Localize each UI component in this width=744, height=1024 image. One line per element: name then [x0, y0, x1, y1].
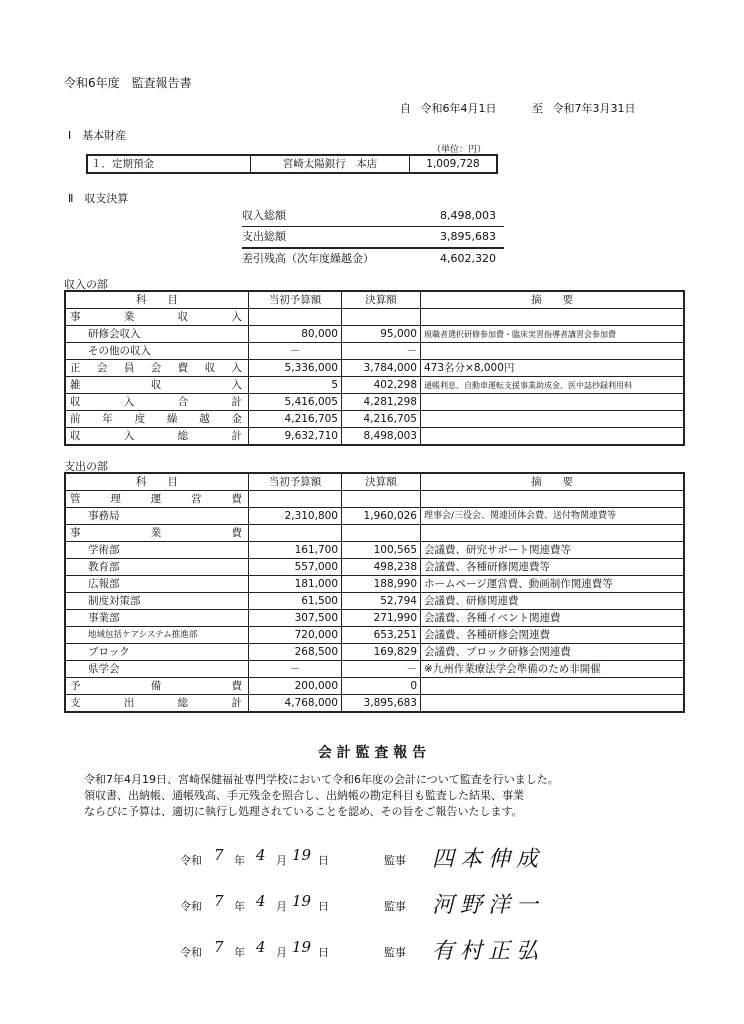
handwritten-signature: 四本伸成: [432, 847, 545, 872]
table-row: [65, 377, 684, 394]
row-note: 会議費、各種研修会関連費: [421, 627, 685, 644]
row-actual: 3,784,000: [342, 360, 421, 377]
audit-body-line: 領収書、出納帳、通帳残高、手元残金を照合し、出納帳の勘定科目も監査した結果、事業: [84, 789, 524, 802]
sig-day: 19: [292, 938, 312, 956]
table-row: [65, 610, 684, 627]
sig-day-unit: 日: [318, 854, 329, 867]
row-budget: 4,768,000: [249, 695, 342, 713]
handwritten-signature: 有村正弘: [432, 939, 545, 964]
row-note: ※九州作業療法学会準備のため非開催: [421, 661, 685, 678]
row-budget: 307,500: [249, 610, 342, 627]
row-actual: 8,498,003: [342, 428, 421, 446]
row-actual: 95,000: [342, 326, 421, 343]
row-note: ホームページ運営費、動画制作関連費等: [421, 576, 685, 593]
sig-year: 7: [214, 938, 224, 956]
audit-body-line: ならびに予算は、適切に執行し処理されていることを認め、その旨をご報告いたします。: [84, 805, 523, 818]
period-range: [400, 100, 636, 116]
row-budget: 61,500: [249, 593, 342, 610]
table-row: [65, 661, 684, 678]
row-budget: 200,000: [249, 678, 342, 695]
table-header-row: [65, 291, 684, 309]
row-actual: 4,216,705: [342, 411, 421, 428]
row-actual: 498,238: [342, 559, 421, 576]
signature-row: [180, 938, 600, 966]
row-note: 通帳利息、自動車運転支援事業助成金、医中誌抄録利用料: [421, 377, 685, 394]
row-note: 会議費、研修関連費: [421, 593, 685, 610]
expense-table: [64, 472, 685, 713]
signature-row: [180, 846, 600, 874]
row-actual: －: [342, 343, 421, 360]
row-budget: 4,216,705: [249, 411, 342, 428]
table-row: [65, 576, 684, 593]
sig-day-unit: 日: [318, 946, 329, 959]
row-actual: 100,565: [342, 542, 421, 559]
table-row: [65, 644, 684, 661]
income-table: [64, 290, 685, 446]
income-heading: 収入の部: [64, 278, 108, 291]
period-from-label: 自: [400, 102, 411, 115]
row-note: 現職者選択研修参加費・臨床実習指導者講習会参加費: [421, 326, 685, 343]
row-item: 管理運営費: [65, 491, 249, 508]
row-note: [421, 309, 685, 326]
sig-day: 19: [292, 892, 312, 910]
table-row: [65, 627, 684, 644]
row-actual: [342, 525, 421, 542]
row-actual: 271,990: [342, 610, 421, 627]
table-row: [65, 360, 684, 377]
sig-month-unit: 月: [276, 900, 287, 913]
row-item: 事業部: [65, 610, 249, 627]
balance-row: [242, 249, 504, 269]
sig-year-unit: 年: [234, 900, 245, 913]
row-budget: 9,632,710: [249, 428, 342, 446]
audit-body-line: 令和7年4月19日、宮崎保健福祉専門学校において令和6年度の会計について監査を行いました。: [84, 773, 559, 786]
sig-month-unit: 月: [276, 854, 287, 867]
row-actual: －: [342, 661, 421, 678]
row-note: [421, 411, 685, 428]
sig-month: 4: [256, 892, 266, 910]
report-title: 令和6年度 監査報告書: [64, 76, 192, 90]
row-item: 学術部: [65, 542, 249, 559]
handwritten-signature: 河野洋一: [432, 893, 545, 918]
table-row: [65, 309, 684, 326]
row-note: [421, 394, 685, 411]
row-actual: 402,298: [342, 377, 421, 394]
col-header-budget: 当初予算額: [249, 473, 342, 491]
sig-month: 4: [256, 846, 266, 864]
balance-row: [242, 227, 504, 249]
row-actual: 52,794: [342, 593, 421, 610]
balance-row: [242, 206, 504, 227]
col-header-note: 摘 要: [421, 473, 685, 491]
row-item: 教育部: [65, 559, 249, 576]
sig-day-unit: 日: [318, 900, 329, 913]
row-item: 収入合計: [65, 394, 249, 411]
row-item: 事務局: [65, 508, 249, 525]
row-actual: 4,281,298: [342, 394, 421, 411]
sig-month-unit: 月: [276, 946, 287, 959]
row-actual: 169,829: [342, 644, 421, 661]
row-item: 事業費: [65, 525, 249, 542]
row-note: [421, 343, 685, 360]
table-row: [65, 428, 684, 446]
unit-label: （単位：円）: [432, 145, 487, 155]
row-budget: 161,700: [249, 542, 342, 559]
section1-heading: Ⅰ 基本財産: [68, 129, 127, 142]
expense-heading: 支出の部: [64, 460, 108, 473]
row-actual: 188,990: [342, 576, 421, 593]
row-item: その他の収入: [65, 343, 249, 360]
sig-era: 令和: [180, 946, 202, 959]
table-row: [65, 491, 684, 508]
period-to: 令和7年3月31日: [552, 102, 636, 115]
row-item: ブロック: [65, 644, 249, 661]
audit-body: [84, 772, 559, 820]
sig-role: 監事: [384, 946, 406, 959]
row-item: 支出総計: [65, 695, 249, 713]
balance-label: 差引残高（次年度繰越金）: [242, 252, 374, 265]
balance-label: 収入総額: [242, 209, 286, 222]
table-row: [65, 508, 684, 525]
balance-value: 4,602,320: [440, 252, 496, 265]
sig-year: 7: [214, 892, 224, 910]
row-item: 予備費: [65, 678, 249, 695]
row-note: [421, 491, 685, 508]
table-row: [65, 559, 684, 576]
balance-value: 8,498,003: [440, 209, 496, 222]
col-header-actual: 決算額: [342, 473, 421, 491]
row-note: [421, 525, 685, 542]
row-note: [421, 428, 685, 446]
row-item: 事業収入: [65, 309, 249, 326]
period-to-label: 至: [532, 102, 543, 115]
sig-year: 7: [214, 846, 224, 864]
row-note: 会議費、各種研修関連費等: [421, 559, 685, 576]
sig-era: 令和: [180, 854, 202, 867]
row-item: 制度対策部: [65, 593, 249, 610]
row-budget: 80,000: [249, 326, 342, 343]
row-actual: 3,895,683: [342, 695, 421, 713]
row-item: 広報部: [65, 576, 249, 593]
asset-amount: 1,009,728: [410, 155, 498, 173]
table-header-row: [65, 473, 684, 491]
asset-item: １．定期預金: [87, 155, 251, 173]
row-budget: 181,000: [249, 576, 342, 593]
row-item: 地域包括ケアシステム推進部: [65, 627, 249, 644]
row-item: 収入総計: [65, 428, 249, 446]
row-note: 会議費、ブロック研修会関連費: [421, 644, 685, 661]
row-budget: 557,000: [249, 559, 342, 576]
table-row: [65, 695, 684, 713]
row-budget: [249, 525, 342, 542]
row-budget: 268,500: [249, 644, 342, 661]
table-row: [65, 525, 684, 542]
col-header-item: 科 目: [65, 473, 249, 491]
audit-title: 会 計 監 査 報 告: [317, 745, 427, 761]
table-row: [65, 678, 684, 695]
row-budget: 2,310,800: [249, 508, 342, 525]
col-header-actual: 決算額: [342, 291, 421, 309]
balance-label: 支出総額: [242, 230, 286, 243]
row-budget: 720,000: [249, 627, 342, 644]
col-header-note: 摘 要: [421, 291, 685, 309]
asset-bank: 宮崎太陽銀行 本店: [251, 155, 410, 173]
signature-row: [180, 892, 600, 920]
row-item: 前年度繰越金: [65, 411, 249, 428]
row-actual: 1,960,026: [342, 508, 421, 525]
row-actual: [342, 491, 421, 508]
row-item: 雑収入: [65, 377, 249, 394]
sig-role: 監事: [384, 854, 406, 867]
row-item: 研修会収入: [65, 326, 249, 343]
period-from: 令和6年4月1日: [420, 102, 497, 115]
table-row: [65, 343, 684, 360]
row-note: [421, 695, 685, 713]
table-row: [65, 593, 684, 610]
table-row: [65, 542, 684, 559]
balance-summary: [242, 206, 504, 269]
row-actual: 653,251: [342, 627, 421, 644]
sig-month: 4: [256, 938, 266, 956]
row-item: 県学会: [65, 661, 249, 678]
row-note: 会議費、各種イベント関連費: [421, 610, 685, 627]
row-note: 会議費、研究サポート関連費等: [421, 542, 685, 559]
row-item: 正会員会費収入: [65, 360, 249, 377]
col-header-item: 科 目: [65, 291, 249, 309]
table-row: [65, 411, 684, 428]
balance-value: 3,895,683: [440, 230, 496, 243]
row-note: 理事会/三役会、関連団体会費、送付物関連費等: [421, 508, 685, 525]
row-budget: [249, 491, 342, 508]
basic-assets-table: [86, 154, 498, 174]
row-budget: －: [249, 661, 342, 678]
row-budget: －: [249, 343, 342, 360]
sig-day: 19: [292, 846, 312, 864]
section2-heading: Ⅱ 収支決算: [68, 192, 129, 205]
row-budget: 5,416,005: [249, 394, 342, 411]
table-row: [65, 394, 684, 411]
sig-year-unit: 年: [234, 946, 245, 959]
row-budget: 5: [249, 377, 342, 394]
sig-role: 監事: [384, 900, 406, 913]
row-actual: 0: [342, 678, 421, 695]
row-budget: [249, 309, 342, 326]
row-note: [421, 678, 685, 695]
row-note: 473名分×8,000円: [421, 360, 685, 377]
sig-era: 令和: [180, 900, 202, 913]
sig-year-unit: 年: [234, 854, 245, 867]
row-actual: [342, 309, 421, 326]
row-budget: 5,336,000: [249, 360, 342, 377]
table-row: [65, 326, 684, 343]
col-header-budget: 当初予算額: [249, 291, 342, 309]
